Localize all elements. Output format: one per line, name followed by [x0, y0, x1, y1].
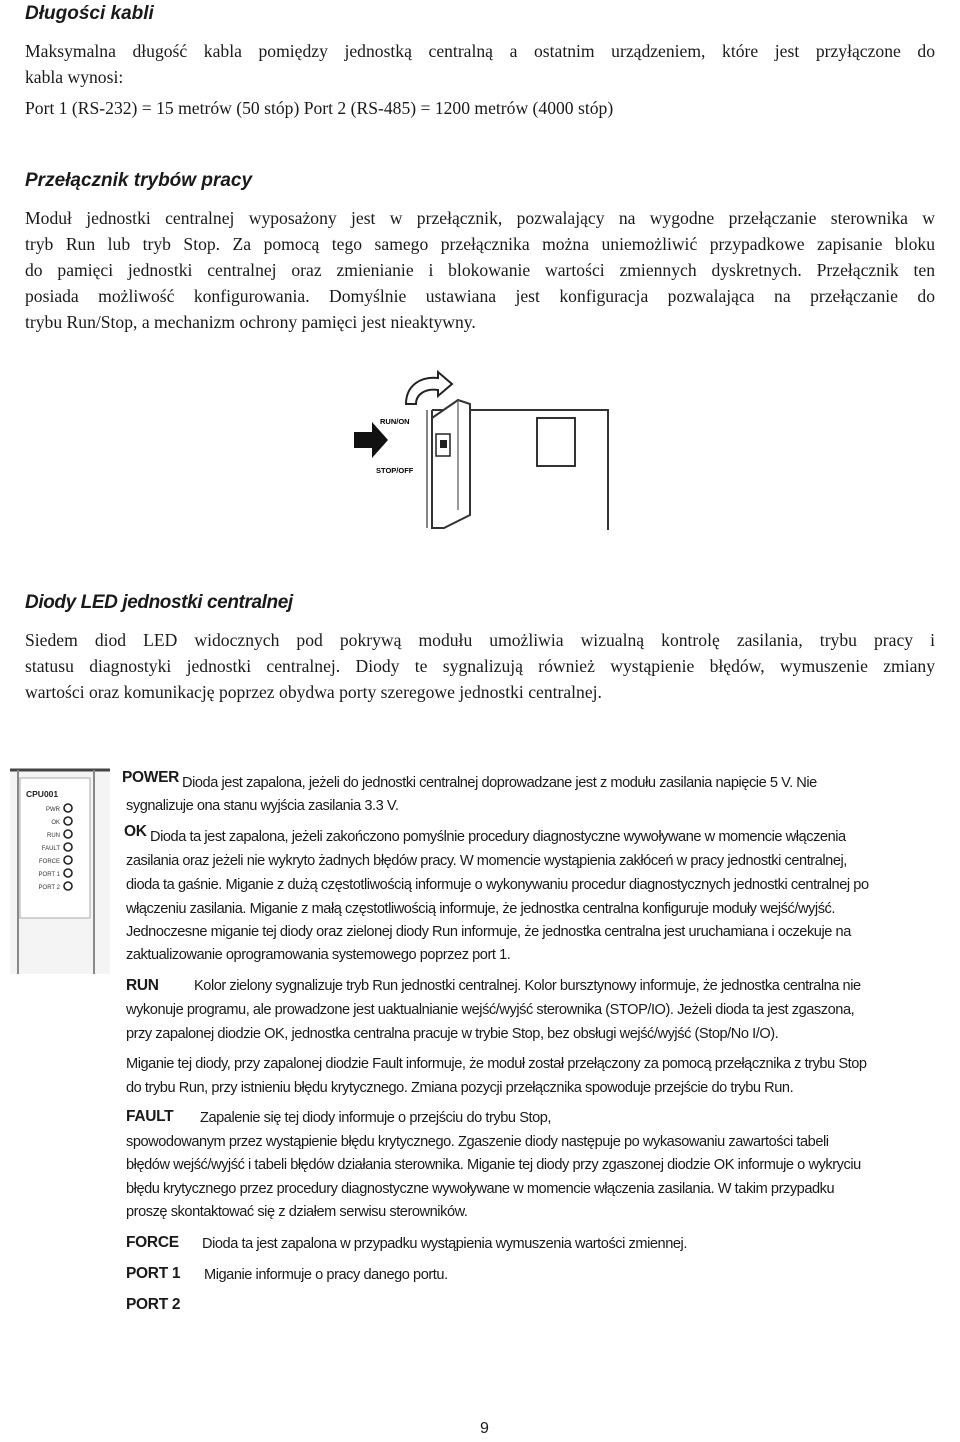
paragraph-line: tryb Run lub tryb Stop. Za pomocą tego samego przełącznika można uniemożliwić przypadkowe zapisanie bloku	[25, 234, 935, 254]
section-title-cable-lengths: Długości kabli	[25, 3, 154, 24]
panel-led-label: PWR	[46, 807, 60, 813]
panel-led-label: PORT 1	[38, 872, 60, 878]
force-line: Dioda ta jest zapalona w przypadku wystąpienia wymuszenia wartości zmiennej.	[202, 1236, 687, 1252]
run-line: Kolor zielony sygnalizuje tryb Run jednostki centralnej. Kolor bursztynowy informuje, że jednostka centralna nie	[194, 978, 861, 994]
ok-line: zaktualizowanie oprogramowania systemowego poprzez port 1.	[126, 947, 511, 963]
ok-line: dioda ta gaśnie. Miganie z dużą częstotliwością informuje o wykonywaniu procedur diagnostycznych jednostki centralnej po	[126, 877, 869, 893]
panel-led-indicator	[64, 869, 72, 877]
leds-paragraph	[25, 627, 935, 705]
ok-line: Jednoczesne miganie tej diody oraz zielonej diody Run informuje, że jednostka centralna jest uruchamiana i oczekuje na	[126, 924, 851, 940]
paragraph-line: statusu diagnostyki jednostki centralnej. Diody te sygnalizują również wystąpienie błędów, wymuszenie zmiany	[25, 656, 935, 676]
paragraph-line: kabla wynosi:	[25, 67, 124, 87]
panel-led-indicator	[64, 830, 72, 838]
power-line: sygnalizuje ona stanu wyjścia zasilania 3.3 V.	[126, 798, 399, 814]
paragraph-line: Siedem diod LED widocznych pod pokrywą modułu umożliwia wizualną kontrolę zasilania, trybu pracy i	[25, 630, 935, 650]
panel-led-label: FORCE	[39, 859, 60, 865]
section-title-leds: Diody LED jednostki centralnej	[25, 592, 293, 613]
curved-arrow-icon	[406, 372, 452, 404]
force-key: FORCE	[126, 1234, 179, 1251]
mode-switch-figure	[340, 360, 630, 530]
fault-line: błędów wejść/wyjść i tabeli błędów działania sterownika. Miganie tej diody przy zgaszonej diodzie OK informuje o wykryciu	[126, 1157, 861, 1173]
panel-led-label: FAULT	[41, 846, 60, 852]
paragraph-line: Maksymalna długość kabla pomiędzy jednostką centralną a ostatnim urządzeniem, które jest przyłączone do	[25, 41, 935, 61]
run-key: RUN	[126, 977, 159, 994]
panel-led-indicator	[64, 804, 72, 812]
paragraph-line: wartości oraz komunikację poprzez obydwa porty szeregowe jednostki centralnej.	[25, 682, 602, 702]
stop-off-label: STOP/OFF	[376, 466, 414, 475]
ok-line: Dioda ta jest zapalona, jeżeli zakończono pomyślnie procedury diagnostyczne wywoływane w momencie włączenia	[150, 829, 846, 845]
panel-led-indicator	[64, 882, 72, 890]
fault-line: błędu krytycznego przez procedury diagnostyczne wywoływane w momencie włączenia zasilania. W takim przypadku	[126, 1181, 835, 1197]
led-panel-figure	[8, 768, 112, 976]
ok-key: OK	[124, 823, 147, 840]
run-line: wykonuje programu, ale prowadzone jest uaktualnianie wejść/wyjść sterownika (STOP/IO). Jeżeli dioda ta jest zgaszona,	[126, 1002, 855, 1018]
run-line: Miganie tej diody, przy zapalonej diodzie Fault informuje, że moduł został przełączony za pomocą przełącznika z trybu Stop	[126, 1056, 867, 1072]
cable-ports-line: Port 1 (RS-232) = 15 metrów (50 stóp) Port 2 (RS-485) = 1200 metrów (4000 stóp)	[25, 98, 614, 118]
port1-key: PORT 1	[126, 1265, 181, 1282]
section-title-mode-switch: Przełącznik trybów pracy	[25, 170, 253, 191]
panel-led-indicator	[64, 843, 72, 851]
page-number: 9	[480, 1420, 489, 1437]
panel-led-indicator	[64, 856, 72, 864]
fault-line: Zapalenie się tej diody informuje o przejściu do trybu Stop,	[200, 1110, 552, 1126]
paragraph-line: trybu Run/Stop, a mechanizm ochrony pamięci jest nieaktywny.	[25, 312, 476, 332]
paragraph-line: do pamięci jednostki centralnej oraz zmienianie i blokowanie wartości zmiennych dyskretnych. Przełącznik ten	[25, 260, 935, 280]
run-line: przy zapalonej diodzie OK, jednostka centralna pracuje w trybie Stop, bez obsługi wejść/wyjść (Stop/No I/O).	[126, 1026, 779, 1042]
paragraph-line: posiada możliwość konfigurowania. Domyślnie ustawiana jest konfiguracja pozwalająca na przełączanie do	[25, 286, 935, 306]
panel-led-label: RUN	[47, 833, 60, 839]
open-cover	[432, 400, 470, 528]
power-line: Dioda jest zapalona, jeżeli do jednostki centralnej doprowadzane jest z modułu zasilania napięcie 5 V. Nie	[182, 775, 817, 791]
ok-line: zasilania oraz jeżeli nie wykryto żadnych błędów pracy. W momencie wystąpienia zakłóceń w pracy jednostki centralnej,	[126, 853, 847, 869]
ok-line: włączeniu zasilania. Miganie z małą częstotliwością informuje, że jednostka centralna konfiguruje moduły wejść/wyjść.	[126, 901, 835, 917]
run-line: do trybu Run, przy istnieniu błędu krytycznego. Zmiana pozycji przełącznika spowoduje przejście do trybu Run.	[126, 1080, 794, 1096]
cable-lengths-paragraph	[25, 38, 935, 90]
port1-line: Miganie informuje o pracy danego portu.	[204, 1267, 448, 1283]
fault-line: spowodowanym przez wystąpienie błędu krytycznego. Zgaszenie diody następuje po wykasowaniu zawartości tabeli	[126, 1134, 829, 1150]
panel-title: CPU001	[26, 789, 59, 799]
fault-line: proszę skontaktować się z działem serwisu sterowników.	[126, 1204, 468, 1220]
panel-led-label: OK	[51, 820, 60, 826]
pointer-arrow-icon	[354, 422, 388, 458]
mode-switch-paragraph	[25, 205, 935, 335]
fault-key: FAULT	[126, 1108, 174, 1125]
run-on-label: RUN/ON	[380, 417, 410, 426]
power-key: POWER	[122, 769, 180, 786]
panel-led-indicator	[64, 817, 72, 825]
port2-key: PORT 2	[126, 1296, 181, 1313]
paragraph-line: Moduł jednostki centralnej wyposażony jest w przełącznik, pozwalający na wygodne przełączanie sterownika w	[25, 208, 935, 228]
module-window	[537, 418, 575, 466]
panel-led-label: PORT 2	[38, 885, 60, 891]
